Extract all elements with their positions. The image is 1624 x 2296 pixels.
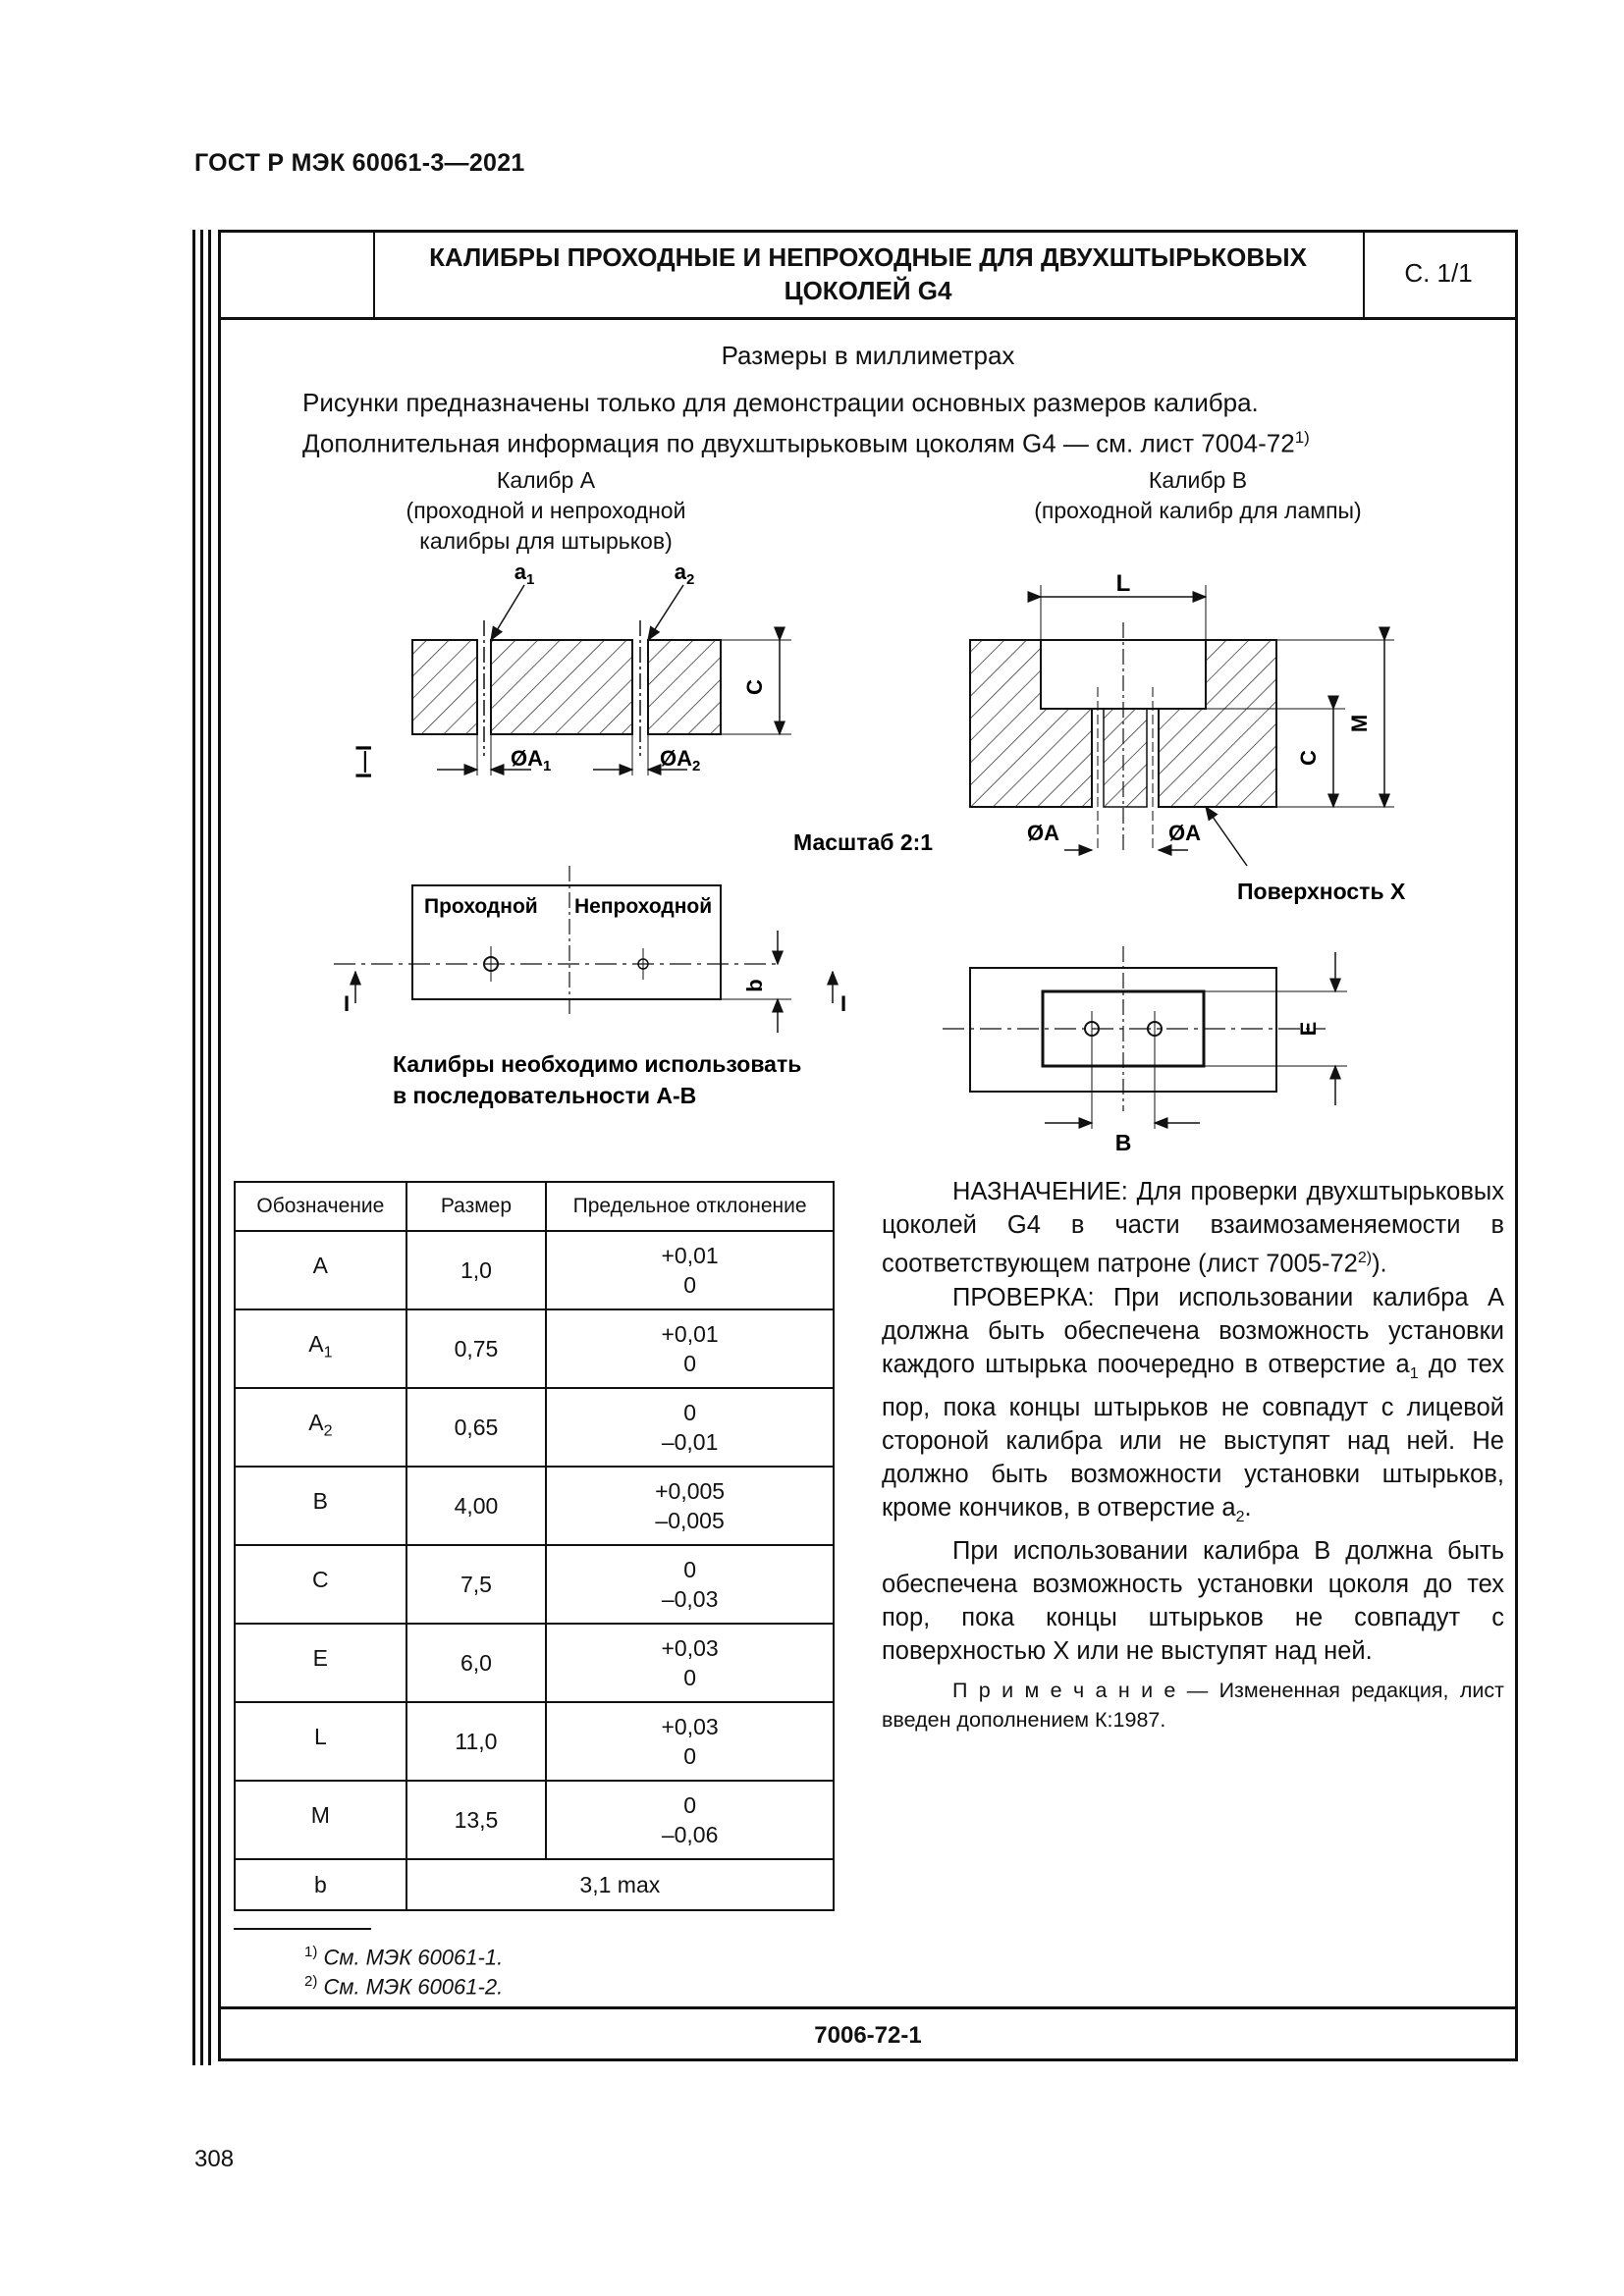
section-mark-left: I [344, 991, 351, 1016]
cell-size: 6,0 [406, 1624, 547, 1702]
table-row [235, 1231, 834, 1309]
label-dim-b-large: B [1114, 1130, 1132, 1155]
cell-symbol: $A_2$ [235, 1388, 406, 1467]
gauge-b-paragraph: При использовании калибра В должна быть обеспечена возможность установки цоколя до тех пор, пока концы штырьков не совпадут с поверхностью X или не выступят над ней. [882, 1536, 1504, 1665]
sheet-title-line1: КАЛИБРЫ ПРОХОДНЫЕ И НЕПРОХОДНЫЕ ДЛЯ ДВУХШТЫРЬКОВЫХ [429, 241, 1307, 272]
sequence-line1: Калибры необходимо использовать [393, 1051, 802, 1077]
footnote-separator [234, 1928, 371, 1930]
sequence-line2: в последовательности А-В [393, 1083, 697, 1108]
table-row [235, 1624, 834, 1702]
dimensions-table [234, 1181, 835, 1911]
gauge-b-subtitle: (проходной калибр для лампы) [1034, 498, 1362, 523]
label-dim-c-b: C [1296, 750, 1321, 766]
intro-line2: Дополнительная информация по двухштырьковым цоколям G4 — см. лист 7004-72$^{1)}$ [302, 428, 1310, 458]
cell-tolerance: 0 –0,03 [546, 1545, 834, 1624]
cell-tolerance: 0 –0,01 [546, 1388, 834, 1467]
cell-tolerance: +0,01 0 [546, 1309, 834, 1388]
cell-symbol: M [235, 1781, 406, 1859]
label-surface-x: Поверхность X [1237, 879, 1406, 904]
cell-tolerance: +0,03 0 [546, 1624, 834, 1702]
gauge-b-section [970, 570, 1406, 904]
gauge-a-subtitle2: калибры для штырьков) [419, 528, 673, 554]
label-pass: Проходной [424, 895, 538, 918]
footnote-1: $^{1)}$ См. МЭК 60061-1. [304, 1944, 504, 1970]
label-dim-b-small: b [742, 979, 767, 992]
purpose-paragraph: НАЗНАЧЕНИЕ: Для проверки двухштырьковых цоколей G4 в части взаимозаменяемости в соответствующем патроне (лист 7005-72$^{2)}$). [882, 1178, 1504, 1278]
column-header-size: Размер [406, 1182, 547, 1231]
column-header-symbol: Обозначение [235, 1182, 406, 1231]
gauge-b-title: Калибр В [1148, 467, 1248, 493]
page-number: 308 [194, 2146, 235, 2172]
table-row [235, 1859, 834, 1910]
table-row [235, 1545, 834, 1624]
label-dim-c-a: C [742, 679, 767, 695]
sheet-title-line2: ЦОКОЛЕЙ G4 [784, 275, 952, 305]
column-header-tolerance: Предельное отклонение [546, 1182, 834, 1231]
gauge-a-title: Калибр А [496, 467, 596, 493]
gauge-a-plan [334, 866, 846, 1108]
label-dim-a-right: ØA [1168, 821, 1201, 845]
intro-line1: Рисунки предназначены только для демонстрации основных размеров калибра. [302, 388, 1259, 417]
gauge-a-section [412, 585, 791, 775]
cell-symbol: $A_1$ [235, 1309, 406, 1388]
note-paragraph: П р и м е ч а н и е — Измененная редакция, лист введен дополнением К:1987. [882, 1678, 1504, 1732]
cell-size: 0,65 [406, 1388, 547, 1467]
cell-tolerance: +0,03 0 [546, 1702, 834, 1781]
label-a1: $a_1$ [514, 560, 535, 588]
cell-symbol: E [235, 1624, 406, 1702]
scale-label: Масштаб 2:1 [793, 829, 934, 855]
cell-value: 3,1 max [406, 1859, 834, 1910]
units-note: Размеры в миллиметрах [721, 341, 1015, 370]
label-dim-a-left: ØA [1027, 821, 1059, 845]
label-dim-a2: $ØA_2$ [660, 746, 701, 774]
cell-size: 11,0 [406, 1702, 547, 1781]
check-paragraph: ПРОВЕРКА: При использовании калибра А должна быть обеспечена возможность установки каждого штырька поочередно в отверстие $a_1$ до тех пор, пока концы штырьков не совпадут с лицевой стороной калибра или не выступят над ней. Не должно быть возможности установки штырьков, кроме кончиков, в отверстие $a_2$. [882, 1283, 1504, 1525]
cell-symbol: C [235, 1545, 406, 1624]
document-id: ГОСТ Р МЭК 60061-3—2021 [194, 149, 525, 177]
cell-symbol: B [235, 1467, 406, 1545]
cell-size: 7,5 [406, 1545, 547, 1624]
cell-symbol: A [235, 1231, 406, 1309]
cell-size: 0,75 [406, 1309, 547, 1388]
label-dim-l: L [1115, 570, 1131, 597]
gauge-b-plan [943, 946, 1347, 1155]
table-row [235, 1388, 834, 1467]
section-mark-right: I [840, 991, 847, 1016]
label-dim-m: M [1347, 714, 1372, 733]
label-no-pass: Непроходной [574, 895, 713, 918]
table-header-row [235, 1182, 834, 1231]
cell-tolerance: +0,01 0 [546, 1231, 834, 1309]
cell-symbol: L [235, 1702, 406, 1781]
sheet-page: С. 1/1 [1404, 258, 1473, 288]
cell-tolerance: +0,005 –0,005 [546, 1467, 834, 1545]
label-dim-e: E [1296, 1021, 1321, 1037]
label-dim-a1: $ØA_1$ [511, 746, 552, 774]
label-a2: $a_2$ [674, 560, 695, 588]
purpose-text [882, 1175, 1504, 1735]
cell-size: 4,00 [406, 1467, 547, 1545]
footnote-2: $^{2)}$ См. МЭК 60061-2. [304, 1973, 504, 2000]
gauge-a-subtitle1: (проходной и непроходной [406, 498, 686, 523]
table-row [235, 1702, 834, 1781]
table-row [235, 1309, 834, 1388]
cell-size: 13,5 [406, 1781, 547, 1859]
cell-size: 1,0 [406, 1231, 547, 1309]
cell-tolerance: 0 –0,06 [546, 1781, 834, 1859]
cell-symbol: b [235, 1859, 406, 1910]
table-row [235, 1467, 834, 1545]
table-row [235, 1781, 834, 1859]
label-section: I—I [352, 744, 376, 779]
sheet-code: 7006-72-1 [218, 2006, 1518, 2061]
